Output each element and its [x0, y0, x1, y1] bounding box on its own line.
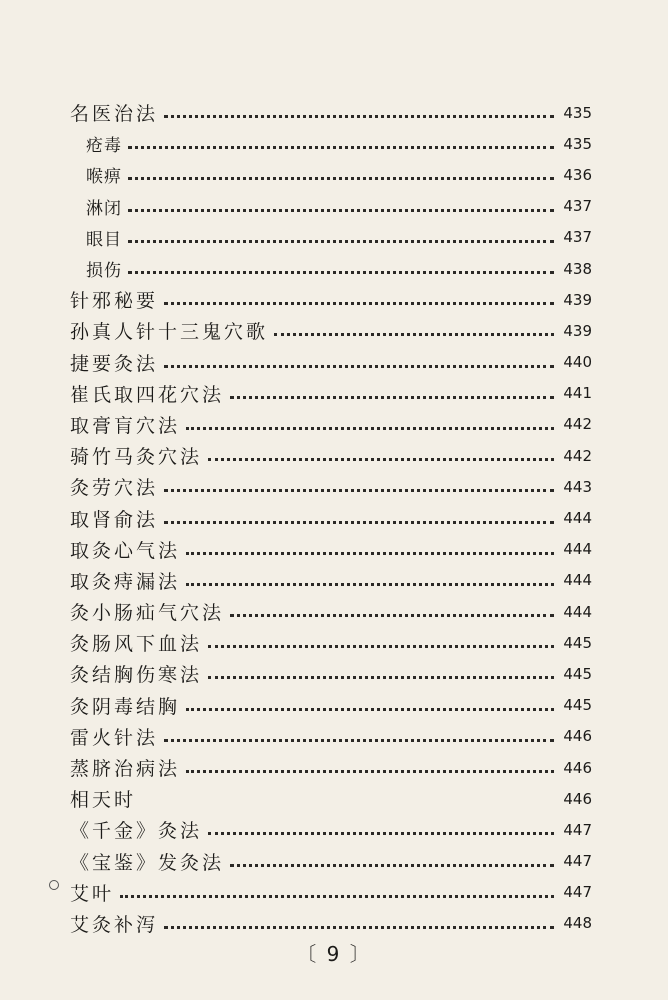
toc-entry-leader-dots: [120, 895, 554, 898]
toc-entry-page: 437: [563, 228, 592, 247]
toc-entry: [70, 222, 592, 253]
toc-entry: [70, 814, 592, 845]
toc-entry: [70, 752, 592, 783]
toc-entry: [70, 284, 592, 315]
toc-entry-title: 《千金》灸法: [70, 820, 203, 843]
toc-entry-page: 447: [563, 820, 592, 839]
toc-entry-page: 440: [563, 353, 592, 372]
toc-entry-title: 损伤: [86, 261, 122, 282]
toc-entry-page: 447: [563, 852, 592, 871]
toc-entry: [70, 783, 592, 814]
toc-entry-leader-dots: [186, 583, 554, 586]
toc-entry-leader-dots: [128, 271, 554, 274]
toc-entry-page: 442: [563, 415, 592, 434]
toc-entry-page: 448: [563, 914, 592, 933]
toc-entry-title: 《宝鉴》发灸法: [70, 851, 225, 874]
toc-entry-leader-dots: [208, 458, 554, 461]
toc-entry-title: 淋闭: [86, 198, 122, 219]
toc-entry-title: 名医治法: [70, 103, 159, 126]
toc-entry: [70, 627, 592, 658]
toc-entry-page: 439: [563, 321, 592, 340]
toc-entry-leader-dots: [208, 832, 554, 835]
toc-entry-leader-dots: [186, 427, 554, 430]
toc-entry: [70, 846, 592, 877]
toc-entry-title: 灸阴毒结胸: [70, 695, 181, 718]
toc-entry: [70, 253, 592, 284]
toc-entry-title: 骑竹马灸穴法: [70, 446, 203, 469]
toc-entry-page: 445: [563, 633, 592, 652]
toc-entry-leader-dots: [128, 146, 554, 149]
toc-entry-page: 439: [563, 290, 592, 309]
toc-entry-leader-dots: [164, 926, 554, 929]
toc-entry-title: 眼目: [86, 229, 122, 250]
toc-entry-leader-dots: [274, 333, 554, 336]
toc-entry: [70, 908, 592, 939]
toc-entry-title: 崔氏取四花穴法: [70, 383, 225, 406]
toc-entry: [70, 471, 592, 502]
toc-entry-leader-dots: [186, 770, 554, 773]
toc-entry: [70, 440, 592, 471]
toc-entry-page: 443: [563, 477, 592, 496]
toc-entry-page: 441: [563, 384, 592, 403]
toc-entry-page: 444: [563, 571, 592, 590]
toc-entry-leader-dots: [142, 801, 554, 804]
toc-entry: [70, 315, 592, 346]
toc-entry: [70, 565, 592, 596]
toc-entry-leader-dots: [230, 864, 554, 867]
toc-entry-title: 灸小肠疝气穴法: [70, 602, 225, 625]
toc-entry-page: 435: [563, 134, 592, 153]
toc-entry-page: 442: [563, 446, 592, 465]
toc-entry: [70, 534, 592, 565]
toc-entry-page: 436: [563, 165, 592, 184]
toc-entry-page: 435: [563, 103, 592, 122]
toc-entry: [70, 502, 592, 533]
toc-entry-title: 取膏肓穴法: [70, 414, 181, 437]
toc-entry-leader-dots: [164, 521, 554, 524]
toc-entry-title: 孙真人针十三鬼穴歌: [70, 321, 269, 344]
toc-entry: [70, 97, 592, 128]
toc-entry-title: 雷火针法: [70, 726, 159, 749]
toc-entry-leader-dots: [230, 614, 554, 617]
toc-entry: [70, 721, 592, 752]
toc-entry-title: 疮毒: [86, 136, 122, 157]
punch-hole-mark: [49, 880, 59, 890]
toc-entry-page: 444: [563, 540, 592, 559]
toc-entry: [70, 347, 592, 378]
toc-entry-title: 捷要灸法: [70, 352, 159, 375]
toc-entry-title: 艾叶: [70, 882, 115, 905]
toc-entry-title: 喉痹: [86, 167, 122, 188]
toc-entry-title: 灸结胸伤寒法: [70, 664, 203, 687]
toc-entry-leader-dots: [186, 708, 554, 711]
toc-entry-page: 445: [563, 696, 592, 715]
toc-entry-leader-dots: [128, 177, 554, 180]
toc-entry: [70, 159, 592, 190]
toc-entry-leader-dots: [164, 115, 554, 118]
toc-entry-leader-dots: [208, 645, 554, 648]
toc-entry-leader-dots: [128, 209, 554, 212]
toc-entry: [70, 409, 592, 440]
toc-entry-page: 446: [563, 758, 592, 777]
toc-entry-page: 446: [563, 727, 592, 746]
toc-entry-page: 445: [563, 664, 592, 683]
toc-entry-title: 针邪秘要: [70, 290, 159, 313]
toc-entry-title: 灸肠风下血法: [70, 633, 203, 656]
toc-entry: [70, 690, 592, 721]
toc-entry-page: 447: [563, 883, 592, 902]
toc-entry-title: 取肾俞法: [70, 508, 159, 531]
toc-entry-title: 蒸脐治病法: [70, 758, 181, 781]
toc-entry-leader-dots: [128, 240, 554, 243]
toc-entry: [70, 596, 592, 627]
toc-entry-page: 438: [563, 259, 592, 278]
table-of-contents: [70, 97, 592, 939]
toc-entry-title: 艾灸补泻: [70, 913, 159, 936]
toc-entry: [70, 378, 592, 409]
toc-entry: [70, 658, 592, 689]
toc-entry: [70, 191, 592, 222]
toc-entry-page: 446: [563, 789, 592, 808]
toc-entry-leader-dots: [164, 365, 554, 368]
toc-entry: [70, 128, 592, 159]
toc-entry-title: 相天时: [70, 789, 137, 812]
toc-entry-page: 444: [563, 509, 592, 528]
toc-entry-title: 灸劳穴法: [70, 477, 159, 500]
toc-entry-leader-dots: [164, 302, 554, 305]
toc-entry-title: 取灸心气法: [70, 539, 181, 562]
toc-entry-leader-dots: [164, 489, 554, 492]
toc-entry: [70, 877, 592, 908]
toc-entry-page: 437: [563, 197, 592, 216]
toc-entry-leader-dots: [230, 396, 554, 399]
toc-entry-leader-dots: [208, 676, 554, 679]
page-number: 〔 9 〕: [296, 942, 372, 966]
toc-entry-page: 444: [563, 602, 592, 621]
toc-entry-leader-dots: [186, 552, 554, 555]
toc-entry-leader-dots: [164, 739, 554, 742]
toc-entry-title: 取灸痔漏法: [70, 570, 181, 593]
